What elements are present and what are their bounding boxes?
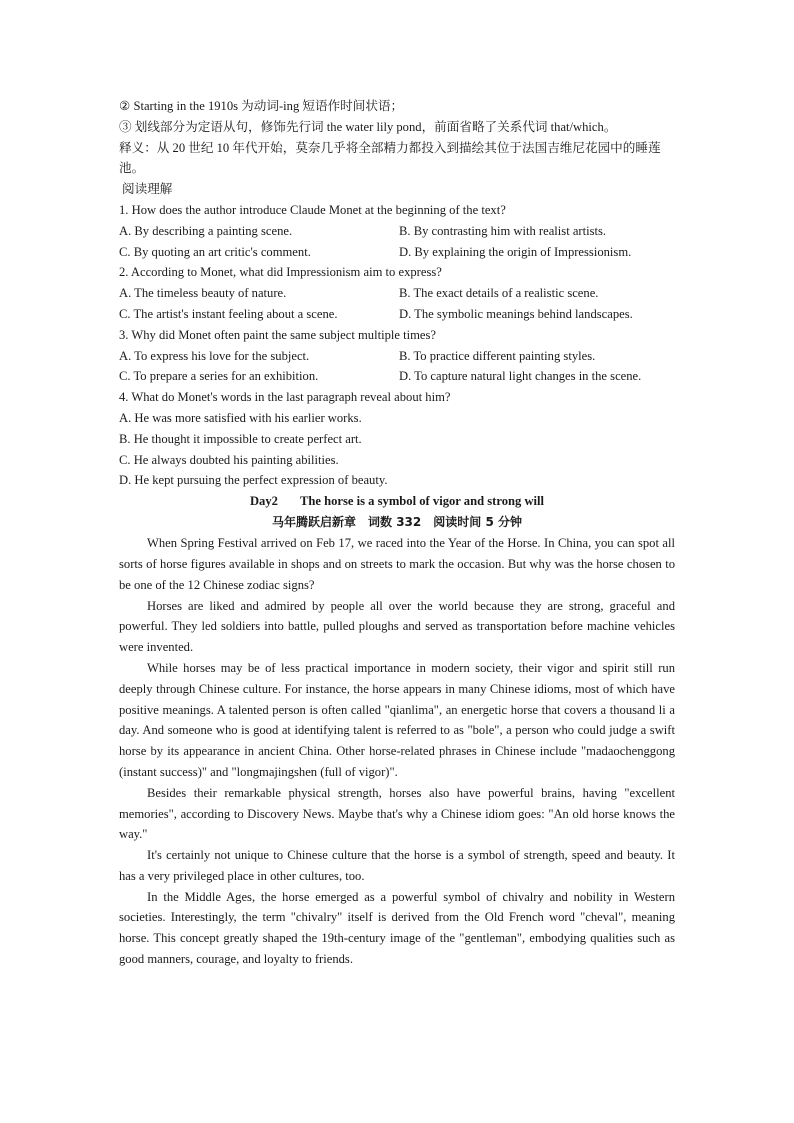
question-text: 4. What do Monet's words in the last paragraph reveal about him?: [119, 390, 451, 405]
article-title: The horse is a symbol of vigor and strong will: [299, 494, 545, 509]
paragraph: While horses may be of less practical importance in modern society, their vigor and spirit still run deeply through Chinese culture. For instance, the horse appears in many Chinese idioms, most of which have positive meanings. A talented person is often called "qianlima", an energetic horse that covers a thousand li a day. And someone who is good at identifying talent is referred to as "bole", a person who could judge a swift horse by its appearance in ancient China. Other horse-related phrases in Chinese include "madaochenggong (instant success)" and "longmajingshen (full of vigor)".: [119, 660, 675, 779]
option-c: C. The artist's instant feeling about a scene.: [119, 306, 338, 321]
option-d: D. The symbolic meanings behind landscapes.: [399, 306, 633, 321]
word-count: 词数 332: [368, 515, 422, 530]
paragraph: When Spring Festival arrived on Feb 17, we raced into the Year of the Horse. In China, you can spot all sorts of horse figures available in shops and on streets to mark the occasion. But why was the horse chosen to be one of the 12 Chinese zodiac signs?: [119, 536, 675, 592]
note-translation: 释义：从 20 世纪 10 年代开始，莫奈几乎将全部精力都投入到描绘其位于法国吉维尼花园中的睡莲池。: [119, 140, 661, 176]
subtitle-theme: 马年腾跃启新章: [272, 515, 357, 530]
option-b: B. The exact details of a realistic scene.: [399, 286, 599, 301]
option-a: A. The timeless beauty of nature.: [119, 286, 287, 301]
option-c: C. To prepare a series for an exhibition.: [119, 369, 319, 384]
grammar-notes: [119, 96, 675, 179]
note-line-3: ③ 划线部分为定语从句，修饰先行词 the water lily pond，前面省略了关系代词 that/which。: [119, 119, 617, 134]
article-subtitle: [119, 512, 675, 533]
option-row: [119, 366, 675, 387]
option-b: B. He thought it impossible to create perfect art.: [119, 431, 362, 446]
reading-time: 阅读时间 5 分钟: [433, 515, 522, 530]
document-page: [119, 96, 675, 970]
option-d: D. He kept pursuing the perfect expression of beauty.: [119, 473, 388, 488]
option-a: A. By describing a painting scene.: [119, 223, 293, 238]
option-a: A. He was more satisfied with his earlier works.: [119, 410, 362, 425]
paragraph: Horses are liked and admired by people all over the world because they are strong, graceful and powerful. They led soldiers into battle, pulled ploughs and served as transportation before machine vehicles were invented.: [119, 598, 675, 655]
option-b: B. By contrasting him with realist artists.: [399, 223, 607, 238]
question-text: 2. According to Monet, what did Impressionism aim to express?: [119, 265, 442, 280]
option-b: B. To practice different painting styles.: [399, 348, 596, 363]
question-text: 1. How does the author introduce Claude Monet at the beginning of the text?: [119, 202, 506, 217]
paragraph: It's certainly not unique to Chinese culture that the horse is a symbol of strength, speed and beauty. It has a very privileged place in other cultures, too.: [119, 848, 675, 883]
day2-heading: [119, 491, 675, 512]
option-d: D. By explaining the origin of Impressionism.: [399, 244, 632, 259]
option-c: C. By quoting an art critic's comment.: [119, 244, 311, 259]
question-3: [119, 325, 675, 387]
option-row: [119, 304, 675, 325]
day-label: Day2: [249, 494, 278, 509]
option-a: A. To express his love for the subject.: [119, 348, 310, 363]
option-row: [119, 346, 675, 367]
question-4: [119, 387, 675, 491]
option-row: [119, 221, 675, 242]
question-2: [119, 262, 675, 324]
paragraph: In the Middle Ages, the horse emerged as a powerful symbol of chivalry and nobility in Western societies. Interestingly, the term "chivalry" itself is derived from the Old French word "cheval", meaning horse. This concept greatly shaped the 19th-century image of the "gentleman", embodying qualities such as good manners, courage, and loyalty to friends.: [119, 889, 675, 967]
reading-section-title: 阅读理解: [122, 182, 173, 197]
option-d: D. To capture natural light changes in the scene.: [399, 369, 642, 384]
paragraph: Besides their remarkable physical strength, horses also have powerful brains, having "excellent memories", according to Discovery News. Maybe that's why a Chinese idiom goes: "An old horse knows the way.": [119, 785, 675, 842]
option-row: [119, 283, 675, 304]
option-row: [119, 242, 675, 263]
option-c: C. He always doubted his painting abilities.: [119, 452, 339, 467]
question-1: [119, 200, 675, 262]
question-text: 3. Why did Monet often paint the same subject multiple times?: [119, 327, 436, 342]
article-body: [119, 533, 675, 970]
note-line-2: ② Starting in the 1910s 为动词-ing 短语作时间状语；: [119, 99, 404, 113]
